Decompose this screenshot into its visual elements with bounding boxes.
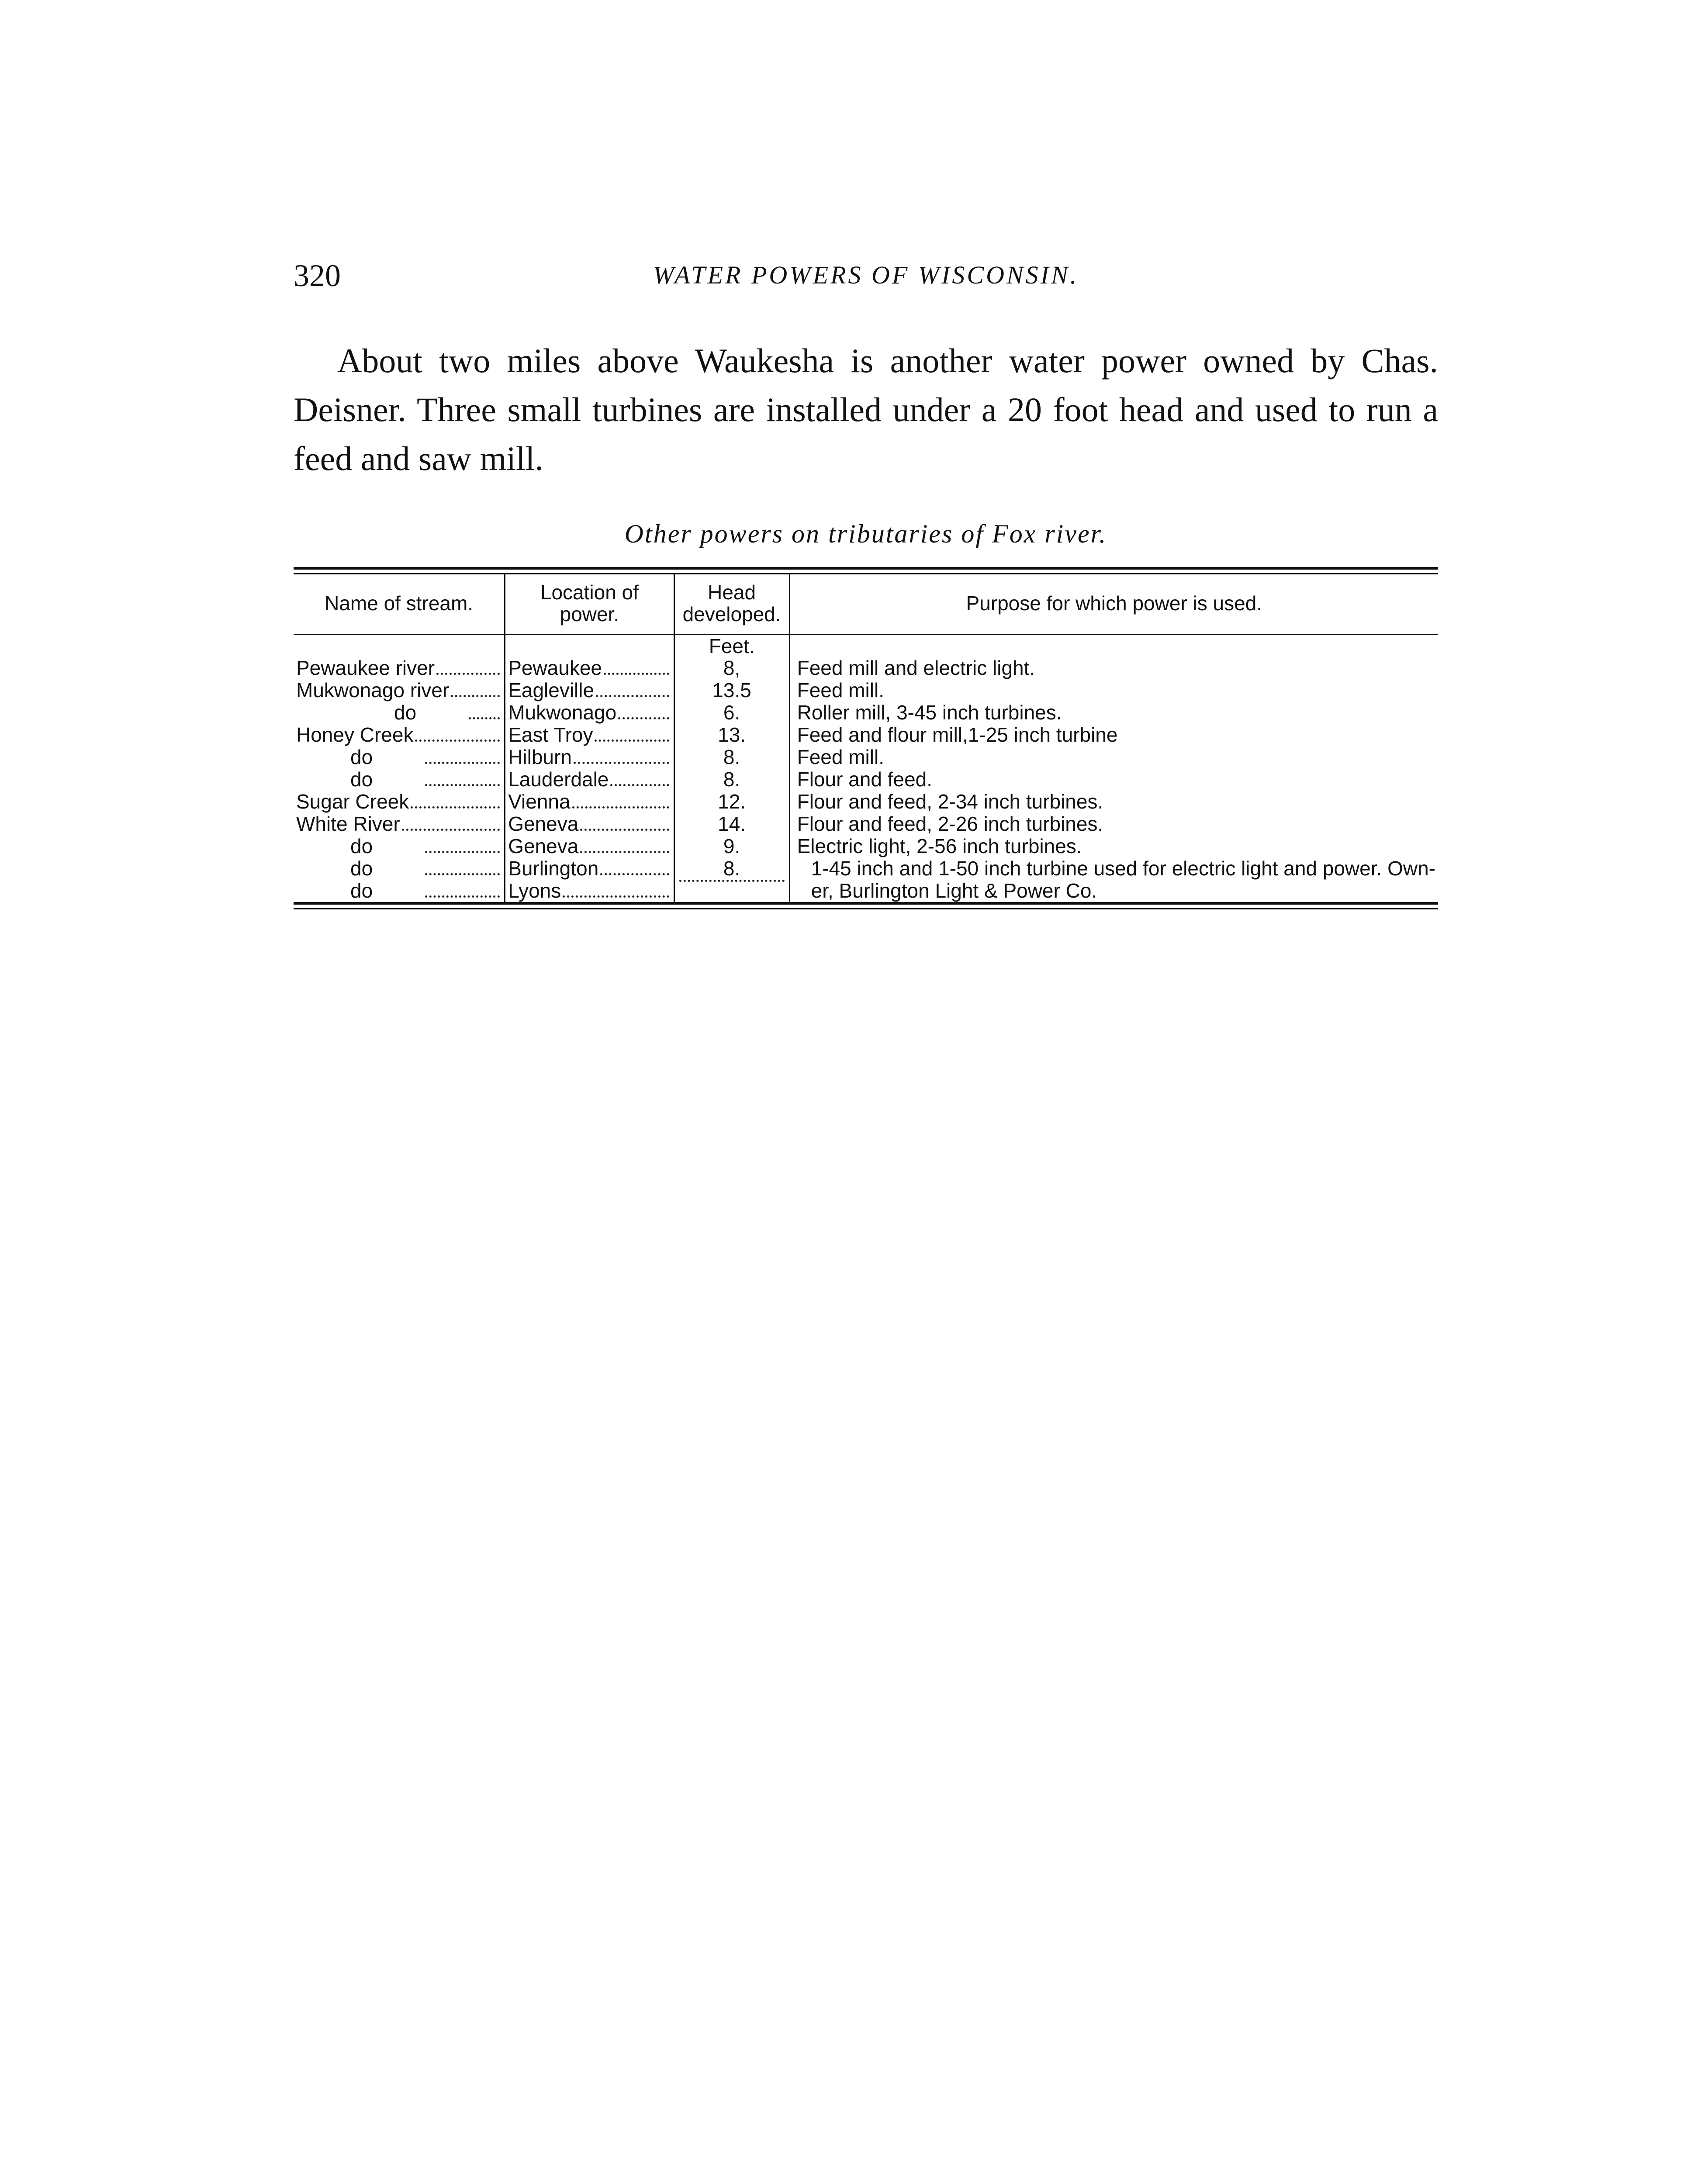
cell-head: 13. [674, 724, 789, 746]
body-paragraph: About two miles above Waukesha is another water power owned by Chas. Deisner. Three small turbines are installed under a 20 foot head and used to run a feed and saw mill. [294, 342, 1438, 477]
cell-head: 8, [674, 657, 789, 679]
cell-stream: Honey Creek [294, 724, 505, 746]
table-header-row [294, 574, 1438, 635]
cell-purpose: Flour and feed. [789, 768, 1438, 791]
table-row [294, 657, 1438, 679]
cell-stream: do [294, 746, 505, 768]
cell-head: 12. [674, 791, 789, 813]
table-bottom-rule-thin [294, 908, 1438, 909]
cell-location: East Troy [505, 724, 674, 746]
cell-location: Vienna [505, 791, 674, 813]
cell-location: Burlington [505, 857, 674, 880]
cell-purpose: Feed mill and electric light. [789, 657, 1438, 679]
cell-location: Lyons [505, 880, 674, 902]
table-row [294, 724, 1438, 746]
powers-table [294, 574, 1438, 902]
table-row [294, 746, 1438, 768]
cell-location: Geneva [505, 835, 674, 857]
cell-stream: do [294, 835, 505, 857]
table-caption: Other powers on tributaries of Fox river. [624, 519, 1107, 548]
cell-stream: do [294, 880, 505, 902]
cell-purpose: Feed and flour mill,1-25 inch turbine [789, 724, 1438, 746]
table-row [294, 813, 1438, 835]
table-body [294, 635, 1438, 902]
table-row [294, 791, 1438, 813]
table-row [294, 679, 1438, 702]
cell-purpose: er, Burlington Light & Power Co. [789, 880, 1438, 902]
cell-head: 8. [674, 746, 789, 768]
header-head: Head developed. [674, 574, 789, 635]
cell-head: 13.5 [674, 679, 789, 702]
cell-head: 8. [674, 768, 789, 791]
cell-stream: Mukwonago river [294, 679, 505, 702]
header-stream: Name of stream. [294, 574, 505, 635]
cell-location: Mukwonago [505, 702, 674, 724]
table-row [294, 857, 1438, 880]
cell-purpose: Feed mill. [789, 746, 1438, 768]
header-purpose: Purpose for which power is used. [789, 574, 1438, 635]
cell-location: Eagleville [505, 679, 674, 702]
cell-head: 14. [674, 813, 789, 835]
cell-head: 8. [674, 857, 789, 880]
cell-stream: White River [294, 813, 505, 835]
cell-purpose: Feed mill. [789, 679, 1438, 702]
cell-stream: Pewaukee river [294, 657, 505, 679]
head-unit: Feet. [674, 635, 789, 657]
cell-purpose: Flour and feed, 2-34 inch turbines. [789, 791, 1438, 813]
cell-location: Pewaukee [505, 657, 674, 679]
cell-location: Lauderdale [505, 768, 674, 791]
header-location: Location of power. [505, 574, 674, 635]
table-top-rule [294, 567, 1438, 570]
cell-head: 6. [674, 702, 789, 724]
cell-location: Hilburn [505, 746, 674, 768]
running-title: WATER POWERS OF WISCONSIN. [653, 261, 1079, 289]
table-bottom-rule [294, 902, 1438, 905]
page-header [294, 258, 1438, 293]
cell-purpose: Roller mill, 3-45 inch turbines. [789, 702, 1438, 724]
table-row [294, 702, 1438, 724]
units-row [294, 635, 1438, 657]
cell-purpose: Flour and feed, 2-26 inch turbines. [789, 813, 1438, 835]
cell-purpose: Electric light, 2-56 inch turbines. [789, 835, 1438, 857]
table-row [294, 768, 1438, 791]
cell-head [674, 880, 789, 902]
cell-head: 9. [674, 835, 789, 857]
table-row [294, 880, 1438, 902]
powers-table-container [294, 567, 1438, 909]
cell-stream: Sugar Creek [294, 791, 505, 813]
table-row [294, 835, 1438, 857]
cell-stream: do [294, 702, 505, 724]
cell-stream: do [294, 768, 505, 791]
cell-location: Geneva [505, 813, 674, 835]
page-number: 320 [294, 258, 341, 293]
cell-purpose: 1-45 inch and 1-50 inch turbine used for electric light and power. Own- [789, 857, 1438, 880]
cell-stream: do [294, 857, 505, 880]
